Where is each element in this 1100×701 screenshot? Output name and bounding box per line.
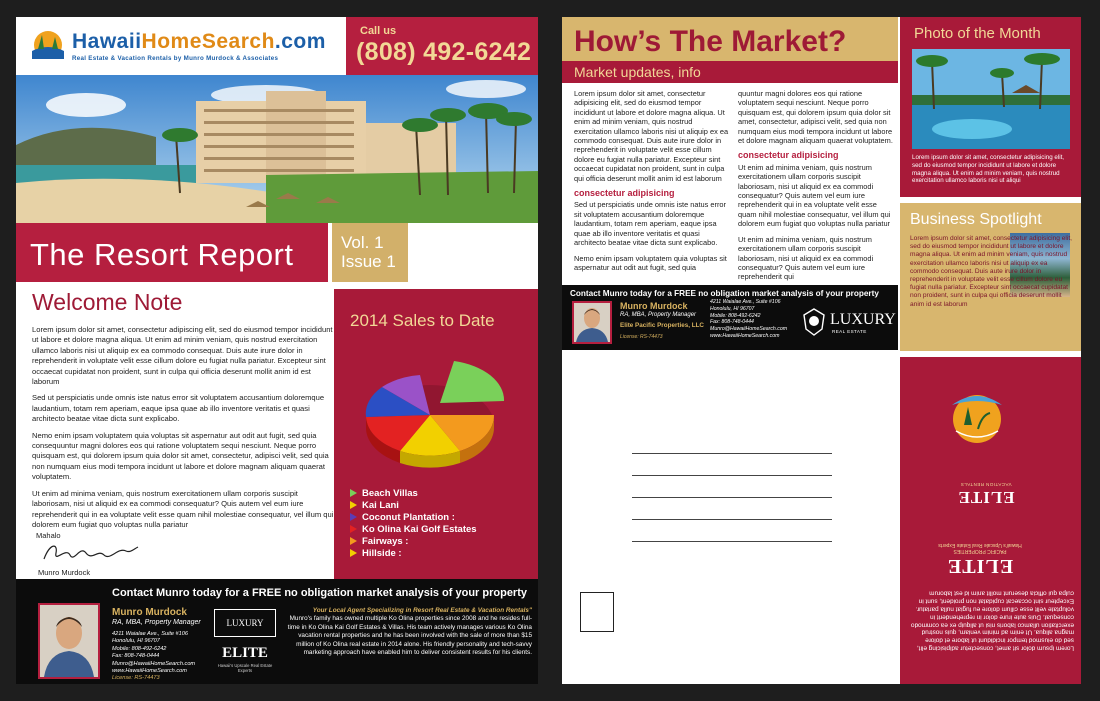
photo-of-month-title: Photo of the Month xyxy=(914,25,1041,42)
newsletter-back-page xyxy=(562,17,1081,684)
contact-line: 4211 Waialae Ave., Suite #106 xyxy=(112,631,188,637)
mailing-address-lines xyxy=(632,432,832,542)
sunset-logo-icon xyxy=(28,25,68,65)
sales-pie-chart-graphic xyxy=(348,343,518,479)
closing-mahalo: Mahalo xyxy=(36,531,61,540)
legend-arrow-icon xyxy=(350,549,357,557)
call-us-box xyxy=(346,17,538,75)
contact-line: 4211 Waialae Ave., Suite #106 xyxy=(710,299,781,305)
contact-line: License: RS-74473 xyxy=(112,675,160,682)
legend-item: Beach Villas xyxy=(350,487,477,499)
address-line xyxy=(632,476,832,498)
signer-name: Munro Murdock xyxy=(38,568,91,577)
contact-line[interactable]: Mobile: 808-492-6242 xyxy=(710,312,761,319)
agent-company: Elite Pacific Properties, LLC xyxy=(620,322,704,329)
legend-item: Ko Olina Kai Golf Estates xyxy=(350,523,477,535)
sales-panel xyxy=(334,289,538,579)
market-column-1 xyxy=(574,89,732,278)
contact-cta: Contact Munro today for a FREE no obligation market analysis of your property xyxy=(112,587,527,599)
agent-photo xyxy=(38,603,100,679)
address-line xyxy=(632,520,832,542)
elite-subtitle: VACATION RENTALS xyxy=(960,482,1012,487)
market-paragraph: Sed ut perspiciatis unde omnis iste natus error sit voluptatem accusantium doloremque laudantium, totam rem aperiam, eaque ipsa quae ab illo inventore veritatis et quasi architecto beatae vitae dicta sunt explicabo. xyxy=(574,200,726,248)
signature-scribble xyxy=(40,539,140,567)
agent-name: Munro Murdock xyxy=(112,607,187,618)
phone-number[interactable]: (808) 492-6242 xyxy=(356,38,532,66)
agent-portrait-icon xyxy=(40,605,98,677)
elite-wordmark-large: ELITE xyxy=(946,555,1014,577)
market-subheading: consectetur adipisicing xyxy=(574,188,675,199)
volume-issue xyxy=(341,233,396,271)
legend-item: Fairways : xyxy=(350,535,477,547)
contact-line: Honolulu, HI 96707 xyxy=(112,638,160,645)
luxury-logo: LUXURY xyxy=(214,609,276,637)
signature xyxy=(40,539,140,571)
agent-name: Munro Murdock xyxy=(620,301,688,311)
market-subtitle: Market updates, info xyxy=(562,61,898,83)
agent-bio xyxy=(286,607,532,657)
agent-bio-text: Munro's family has owned multiple Ko Olina properties since 2008 and he resides full-time in Ko Olina Kai Golf Estates & Villas. His team actively manages various Ko Olina vacation rental properties and he has been involved with the sale of more than $15 million of Ko Olina real estate in 2014 alone. His friendly personality and tech-savvy marketing approach have enabled him to deliver consistent results for his clients. xyxy=(287,615,532,657)
market-header xyxy=(562,17,898,83)
contact-cta: Contact Munro today for a FREE no obligation market analysis of your property xyxy=(570,289,879,298)
elite-wordmark: ELITE xyxy=(957,488,1015,507)
back-cover-text-inverted: Lorem ipsum dolor sit amet, consectetur adipisicing elit, sed do eiusmod tempor incididunt ut labore et dolore magna aliqua. Ut enim ad minim veniam, quis nostrud exercitation ullamco laboris nisi ut aliquip ex ea commodo consequat. Duis aute irure dolor in reprehenderit in voluptate velit esse cillum dolore eu fugiat nulla pariatur. Excepteur sint occaecat cupidatat non proident, sunt in culpa qui officia deserunt mollit anim id est laborum xyxy=(910,589,1074,652)
photo-of-month-caption: Lorem ipsum dolor sit amet, consectetur adipisicing elit, sed do eiusmod tempor incididunt ut labore et dolore magna aliqua. Ut enim ad minim veniam, quis nostrud exercitation ullamco laboris nisi ut aliqui xyxy=(912,154,1065,185)
market-column-2 xyxy=(738,89,896,288)
welcome-body xyxy=(32,325,334,536)
logo-wordmark: HawaiiHomeSearch.com xyxy=(72,30,326,53)
address-line xyxy=(632,454,832,476)
sales-title: 2014 Sales to Date xyxy=(350,311,495,330)
legend-arrow-icon xyxy=(350,525,357,533)
market-paragraph: quuntur magni dolores eos qui ratione voluptatem sequi nesciunt. Neque porro quisquam est, qui dolorem ipsum quia dolor sit amet, consectetur, adipisci velit, sed quia non numquam eius modi tempora incidunt ut labore et dolore magnam aliquam quaerat voluptatem. xyxy=(738,89,893,146)
contact-footer xyxy=(16,579,538,684)
business-spotlight-text: Lorem ipsum dolor sit amet, consectetur adipisicing elit, sed do eiusmod tempor incididunt ut labore et dolore magna aliqua. Ut enim ad minim veniam, quis nostrud exercitation ullamco laboris nisi ut aliquip ex ea commodo consequat. Duis aute irure dolor in reprehenderit in voluptate velit esse cillum dolore eu fugiat nulla pariatur. Excepteur sint occaecat cupidatat non proident, sunt in culpa qui officia deserunt mollit anim id est laborum xyxy=(910,235,1072,308)
market-paragraph: Ut enim ad minima veniam, quis nostrum exercitationem ullam corporis suscipit laboriosam, nisi ut aliquid ex ea commodi consequatur? Quis autem vel eum iure reprehenderit qui in ea voluptate velit esse quam nihil molestiae consequatur, vel illum qui dolorem eum fugiat quo voluptas nulla pariatur xyxy=(738,162,891,229)
logo-tagline: Real Estate & Vacation Rentals by Munro Murdock & Associates xyxy=(72,55,279,62)
agent-portrait-icon xyxy=(574,303,610,342)
elite-logo: ELITE xyxy=(222,645,268,661)
legend-arrow-icon xyxy=(350,501,357,509)
contact-strip xyxy=(562,285,898,350)
legend-arrow-icon xyxy=(350,537,357,545)
luxury-wordmark: LUXURY xyxy=(830,311,896,328)
logo-area xyxy=(16,17,332,75)
sunset-circle-logo-icon xyxy=(946,385,1008,447)
luxury-logo xyxy=(802,305,896,339)
volume-label: Vol. 1 xyxy=(341,233,384,252)
lion-crest-icon xyxy=(802,307,826,337)
contact-line[interactable]: www.HawaiiHomeSearch.com xyxy=(710,332,780,339)
contact-line[interactable]: Munro@HawaiiHomeSearch.com xyxy=(710,326,788,333)
agent-role: RA, MBA, Property Manager xyxy=(620,312,697,318)
newsletter-title: The Resort Report xyxy=(30,237,294,272)
back-cover-panel xyxy=(900,357,1081,684)
contact-line[interactable]: Munro@HawaiiHomeSearch.com xyxy=(112,660,196,667)
elite-tagline: Hawaii's Upscale Real Estate Experts xyxy=(938,542,1022,548)
volume-box xyxy=(332,223,408,282)
elite-vacation-logo-inverted xyxy=(950,461,1022,507)
agent-contact xyxy=(112,631,195,683)
legend-arrow-icon xyxy=(350,513,357,521)
welcome-paragraph: Sed ut perspiciatis unde omnis iste natus error sit voluptatem accusantium doloremque laudantium, totam rem aperiam, eaque ipsa quae ab illo inventore veritatis et quasi architecto beatae vitae dicta sunt explicabo. xyxy=(32,393,325,424)
welcome-heading: Welcome Note xyxy=(32,289,183,315)
welcome-paragraph: Lorem ipsum dolor sit amet, consectetur adipiscing elit, sed do eiusmod tempor incididunt ut labore et dolore magna aliqua. Ut enim ad minim veniam, quis nostrud exercitation ullamco laboris nisi ut aliquip ex ea commodo consequat. Duis aute irure dolor in reprehenderit in voluptate velit esse cillum dolore eu fugiat nulla pariatur. Excepteur sint occaecat cupidatat non proident, sunt in culpa qui officia deserunt mollit anim id est laborum xyxy=(32,325,333,387)
resort-hero-photo xyxy=(16,75,538,223)
market-paragraph: Nemo enim ipsam voluptatem quia voluptas sit aspernatur aut odit aut fugit, sed quia xyxy=(574,253,727,272)
issue-label: Issue 1 xyxy=(341,252,396,271)
photo-of-month-panel xyxy=(900,17,1081,197)
agent-photo xyxy=(572,301,612,344)
elite-pacific-logo-inverted xyxy=(930,517,1030,577)
elite-tagline: Hawaii's Upscale Real Estate Experts xyxy=(217,663,273,673)
call-us-label: Call us xyxy=(360,25,397,37)
issue-title-band xyxy=(16,223,328,282)
contact-line: Fax: 808-748-0444 xyxy=(710,319,754,326)
legend-item: Hillside : xyxy=(350,547,477,559)
stamp-placeholder xyxy=(580,592,614,632)
address-line xyxy=(632,498,832,520)
newsletter-front-page xyxy=(16,17,538,684)
contact-line: Honolulu, HI 96707 xyxy=(710,305,755,312)
photo-of-month-image xyxy=(912,49,1070,149)
legend-arrow-icon xyxy=(350,489,357,497)
market-paragraph: Ut enim ad minima veniam, quis nostrum exercitationem ullam corporis suscipit laboriosam, nisi ut aliquid ex ea commodi consequatur? Quis autem vel eum iure reprehenderit qui xyxy=(738,234,874,282)
pool-palms-illustration xyxy=(912,49,1070,149)
agent-specialty: Your Local Agent Specializing in Resort Real Estate & Vacation Rentals" xyxy=(312,607,532,614)
market-title: How’s The Market? xyxy=(574,25,847,58)
business-spotlight-title: Business Spotlight xyxy=(910,211,1042,228)
elite-pacific-subtitle: PACIFIC PROPERTIES xyxy=(953,548,1007,554)
sales-legend xyxy=(350,487,477,559)
agent-role: RA, MBA, Property Manager xyxy=(112,619,201,626)
contact-line: Fax: 808-748-0444 xyxy=(112,653,160,660)
legend-item: Coconut Plantation : xyxy=(350,511,477,523)
agent-contact xyxy=(710,299,787,340)
welcome-paragraph: Nemo enim ipsam voluptatem quia voluptas sit aspernatur aut odit aut fugit, sed quia consequuntur magni dolores eos qui ratione voluptatem sequi nesciunt. Neque porro quisquam est, qui dolorem ipsum quia dolor sit amet, consectetur, adipisci velit, sed quia non numquam eius modi tempora incidunt ut labore et dolore magnam aliquam quaerat voluptatem. xyxy=(32,430,329,482)
legend-item: Kai Lani xyxy=(350,499,477,511)
welcome-paragraph: Ut enim ad minima veniam, quis nostrum exercitationem ullam corporis suscipit laboriosam, nisi ut aliquid ex ea commodi consequatur? Quis autem vel eum iure reprehenderit qui in ea voluptate velit esse quam nihil molestiae consequatur, vel illum qui dolorem eum fugiat quo voluptas nulla pariatur xyxy=(32,488,334,529)
luxury-subtitle: REAL ESTATE xyxy=(832,329,867,334)
contact-line[interactable]: Mobile: 808-492-6242 xyxy=(112,645,167,652)
business-spotlight-panel xyxy=(900,203,1081,351)
address-line xyxy=(632,432,832,454)
market-paragraph: Lorem ipsum dolor sit amet, consectetur adipisicing elit, sed do eiusmod tempor incididunt ut labore et dolore magna aliqua. Ut enim ad minim veniam, quis nostrud exercitation ullamco laboris nisi ut aliquip ex ea commodo consequat. Duis aute irure dolor in reprehenderit in voluptate velit esse cillum dolore eu fugiat nulla pariatur. Excepteur sint occaecat cupidatat non proident, sunt in culpa qui officia deserunt mollit anim id est laborum xyxy=(574,89,729,183)
agent-license: License: RS-74473 xyxy=(620,334,663,340)
resort-illustration xyxy=(16,75,538,223)
market-subheading: consectetur adipisicing xyxy=(738,150,839,161)
contact-line[interactable]: www.HawaiiHomeSearch.com xyxy=(112,668,187,675)
